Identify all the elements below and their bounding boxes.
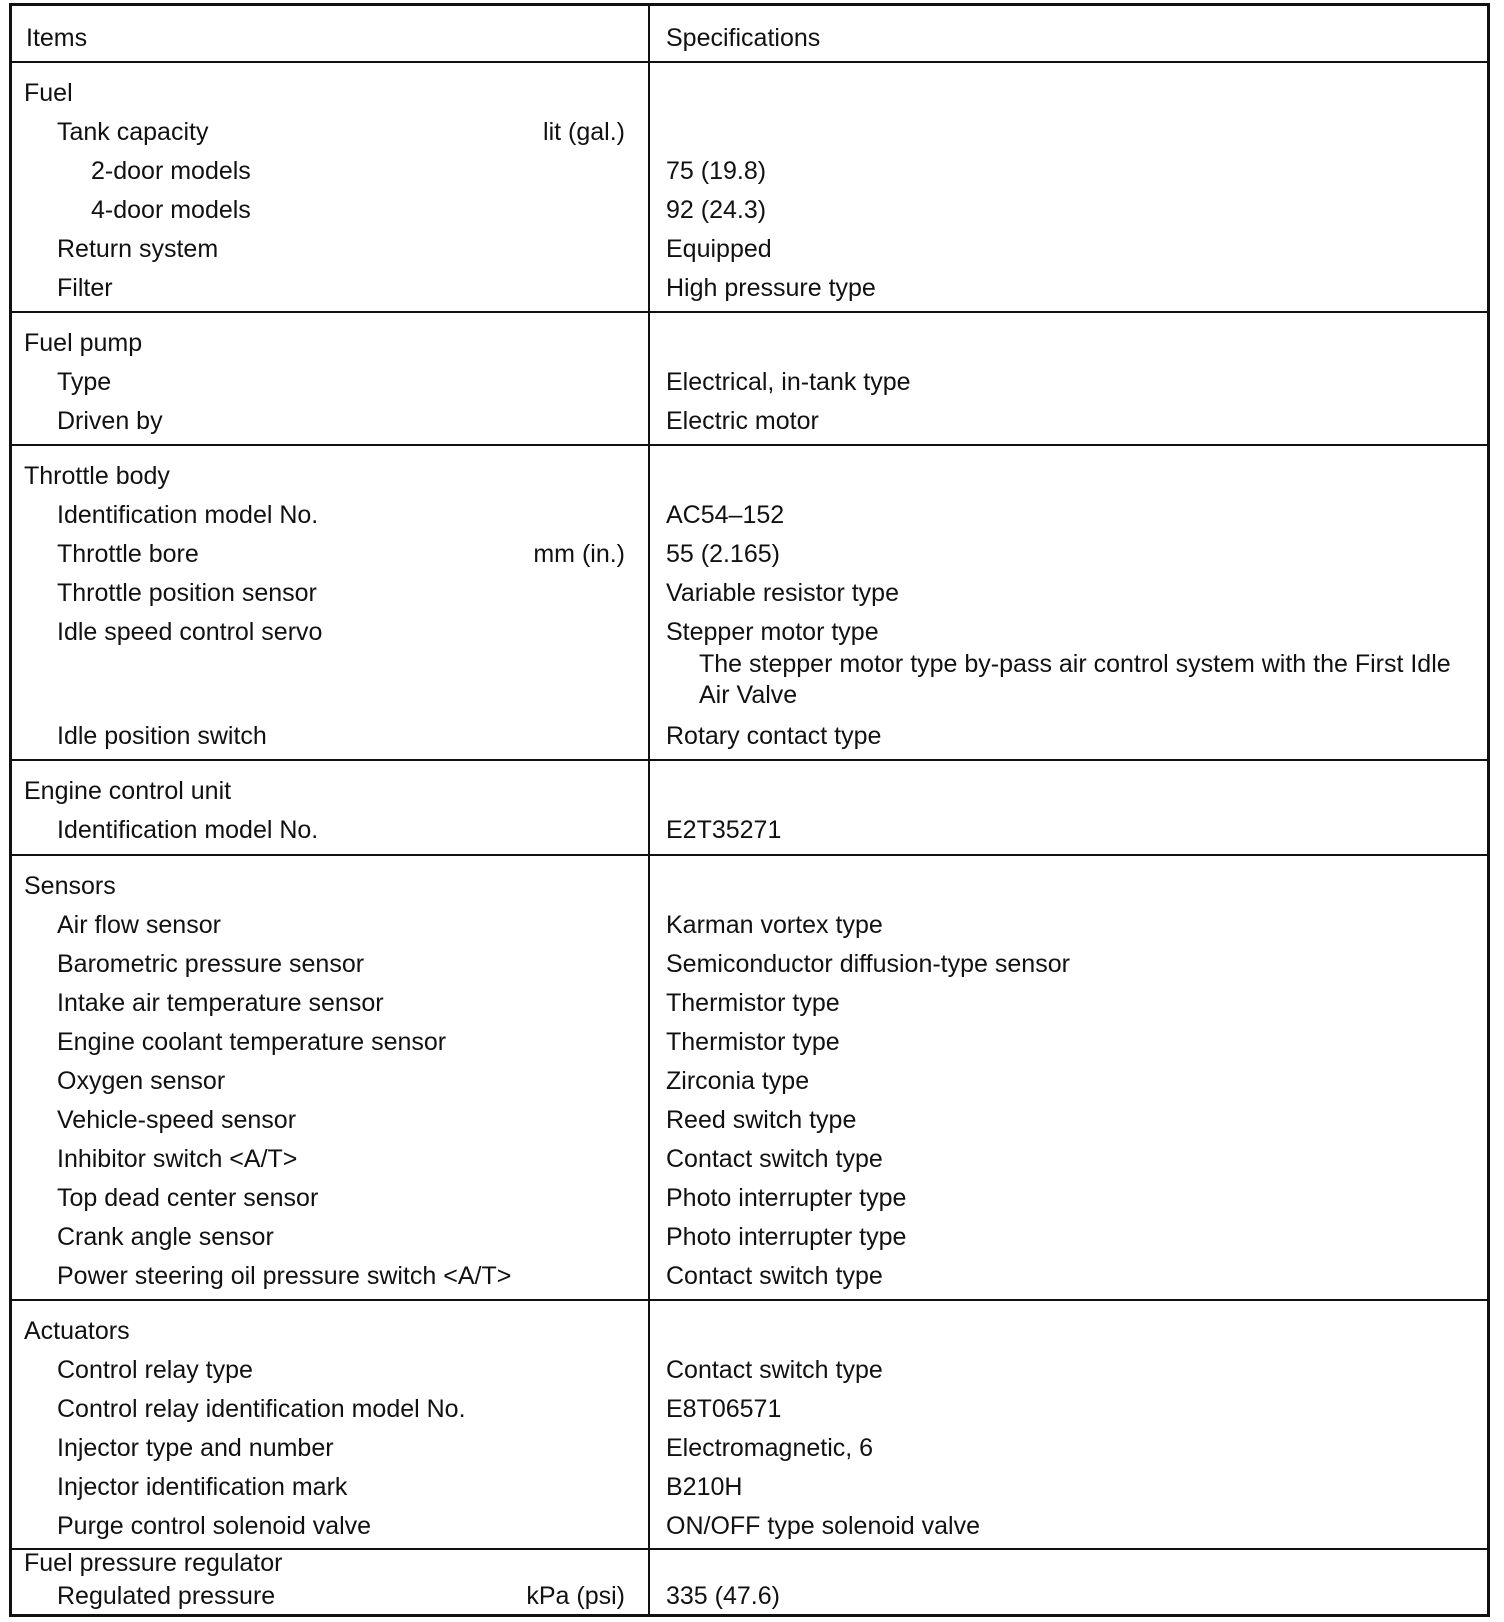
header-specifications: Specifications bbox=[666, 24, 821, 52]
section-divider bbox=[12, 1299, 1487, 1301]
item-label: Tank capacity bbox=[57, 118, 209, 146]
table-row bbox=[12, 152, 1487, 190]
item-spec: Thermistor type bbox=[666, 989, 840, 1017]
item-spec: Electric motor bbox=[666, 407, 819, 435]
item-label: Crank angle sensor bbox=[57, 1223, 274, 1251]
item-spec: Reed switch type bbox=[666, 1106, 857, 1134]
item-spec: E2T35271 bbox=[666, 816, 782, 844]
item-spec: 75 (19.8) bbox=[666, 157, 767, 185]
item-spec: 92 (24.3) bbox=[666, 196, 767, 224]
item-label: Idle speed control servo bbox=[57, 618, 323, 646]
table-row bbox=[12, 402, 1487, 440]
table-row bbox=[12, 1578, 1487, 1614]
section-title: Sensors bbox=[24, 872, 116, 900]
table-row bbox=[12, 906, 1487, 944]
table-row bbox=[12, 1429, 1487, 1467]
table-row bbox=[12, 1351, 1487, 1389]
item-spec: Equipped bbox=[666, 235, 772, 263]
section-title-row bbox=[12, 1312, 1487, 1350]
item-label: Injector type and number bbox=[57, 1434, 334, 1462]
item-spec: E8T06571 bbox=[666, 1395, 782, 1423]
item-label: Power steering oil pressure switch <A/T> bbox=[57, 1262, 512, 1290]
item-label: Throttle position sensor bbox=[57, 579, 317, 607]
item-label: Control relay identification model No. bbox=[57, 1395, 466, 1423]
section-title-row bbox=[12, 74, 1487, 112]
section-title: Fuel pressure regulator bbox=[24, 1549, 283, 1577]
item-unit: mm (in.) bbox=[533, 540, 625, 568]
item-spec: Electrical, in-tank type bbox=[666, 368, 911, 396]
table-header bbox=[12, 19, 1487, 57]
item-spec: Semiconductor diffusion-type sensor bbox=[666, 950, 1070, 978]
table-row bbox=[12, 1218, 1487, 1256]
table-row bbox=[12, 1140, 1487, 1178]
item-label: Air flow sensor bbox=[57, 911, 221, 939]
item-spec: High pressure type bbox=[666, 274, 876, 302]
item-spec: Thermistor type bbox=[666, 1028, 840, 1056]
item-label: Driven by bbox=[57, 407, 163, 435]
item-label: Return system bbox=[57, 235, 219, 263]
section-title-row bbox=[12, 772, 1487, 810]
item-spec: AC54–152 bbox=[666, 501, 785, 529]
item-label: Intake air temperature sensor bbox=[57, 989, 384, 1017]
table-row bbox=[12, 1390, 1487, 1428]
item-spec: Electromagnetic, 6 bbox=[666, 1434, 874, 1462]
item-spec: Stepper motor type bbox=[666, 618, 879, 646]
item-spec: B210H bbox=[666, 1473, 743, 1501]
item-label: 2-door models bbox=[91, 157, 251, 185]
item-spec: 55 (2.165) bbox=[666, 540, 780, 568]
table-row bbox=[12, 1257, 1487, 1295]
item-label: Oxygen sensor bbox=[57, 1067, 226, 1095]
item-label: Identification model No. bbox=[57, 501, 319, 529]
table-row bbox=[12, 191, 1487, 229]
item-label: Injector identification mark bbox=[57, 1473, 348, 1501]
item-spec: Photo interrupter type bbox=[666, 1184, 907, 1212]
table-row bbox=[12, 535, 1487, 573]
section-title-row bbox=[12, 457, 1487, 495]
item-label: Idle position switch bbox=[57, 722, 267, 750]
item-label: Control relay type bbox=[57, 1356, 253, 1384]
item-label: 4-door models bbox=[91, 196, 251, 224]
table-row bbox=[12, 1179, 1487, 1217]
table-row bbox=[12, 811, 1487, 849]
item-spec: Contact switch type bbox=[666, 1262, 883, 1290]
table-row bbox=[12, 269, 1487, 307]
table-row bbox=[12, 1468, 1487, 1506]
item-label: Top dead center sensor bbox=[57, 1184, 319, 1212]
table-row bbox=[12, 984, 1487, 1022]
item-label: Throttle bore bbox=[57, 540, 199, 568]
item-label: Barometric pressure sensor bbox=[57, 950, 365, 978]
item-spec: Contact switch type bbox=[666, 1356, 883, 1384]
section-divider bbox=[12, 444, 1487, 446]
item-spec: Karman vortex type bbox=[666, 911, 883, 939]
item-spec: ON/OFF type solenoid valve bbox=[666, 1512, 981, 1540]
item-note: The stepper motor type by-pass air control system with the First Idle Air Valve bbox=[699, 650, 1451, 709]
section-title: Actuators bbox=[24, 1317, 130, 1345]
section-title: Fuel pump bbox=[24, 329, 143, 357]
table-row bbox=[12, 1507, 1487, 1545]
table-row bbox=[12, 613, 1487, 651]
item-label: Purge control solenoid valve bbox=[57, 1512, 372, 1540]
table-row bbox=[12, 717, 1487, 755]
section-title: Engine control unit bbox=[24, 777, 232, 805]
section-divider bbox=[12, 311, 1487, 313]
item-label: Filter bbox=[57, 274, 113, 302]
section-divider bbox=[12, 854, 1487, 856]
item-spec: 335 (47.6) bbox=[666, 1582, 780, 1610]
table-row bbox=[12, 113, 1487, 151]
section-title-row bbox=[12, 324, 1487, 362]
table-row bbox=[12, 230, 1487, 268]
item-label: Vehicle-speed sensor bbox=[57, 1106, 297, 1134]
header-items: Items bbox=[26, 24, 88, 52]
item-label: Inhibitor switch <A/T> bbox=[57, 1145, 298, 1173]
item-label: Engine coolant temperature sensor bbox=[57, 1028, 447, 1056]
section-title-row bbox=[12, 1544, 1487, 1582]
table-row bbox=[12, 1062, 1487, 1100]
section-title-row bbox=[12, 867, 1487, 905]
item-unit: kPa (psi) bbox=[526, 1582, 625, 1610]
item-spec: Zirconia type bbox=[666, 1067, 810, 1095]
section-title: Fuel bbox=[24, 79, 73, 107]
item-spec: Contact switch type bbox=[666, 1145, 883, 1173]
table-row bbox=[12, 945, 1487, 983]
item-spec: Variable resistor type bbox=[666, 579, 899, 607]
item-spec: Photo interrupter type bbox=[666, 1223, 907, 1251]
item-spec: Rotary contact type bbox=[666, 722, 882, 750]
table-row bbox=[12, 1101, 1487, 1139]
header-divider bbox=[12, 61, 1487, 63]
item-label: Identification model No. bbox=[57, 816, 319, 844]
spec-table bbox=[9, 3, 1490, 1617]
section-divider bbox=[12, 759, 1487, 761]
item-unit: lit (gal.) bbox=[543, 118, 625, 146]
section-title: Throttle body bbox=[24, 462, 170, 490]
table-row bbox=[12, 574, 1487, 612]
table-row bbox=[12, 496, 1487, 534]
item-label: Type bbox=[57, 368, 112, 396]
table-row bbox=[12, 363, 1487, 401]
item-label: Regulated pressure bbox=[57, 1582, 276, 1610]
table-row bbox=[12, 1023, 1487, 1061]
